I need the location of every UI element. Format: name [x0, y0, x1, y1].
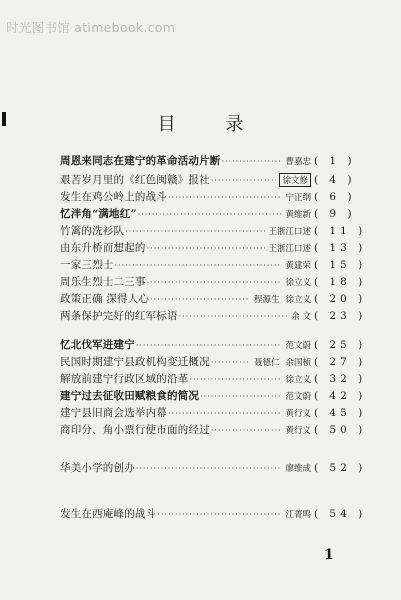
toc-entry — [60, 189, 360, 205]
toc-entry-title: 建宁县旧商会选举内幕 — [60, 407, 167, 419]
toc-entry — [60, 274, 367, 290]
leader-dots — [115, 261, 283, 270]
leader-dots — [168, 409, 282, 418]
toc-entry-author: 王浙江口述 — [268, 244, 311, 254]
toc-entry — [60, 223, 367, 239]
toc-entry-author: 曹嘉忠 — [285, 157, 311, 167]
toc-entry-page: ( 42 ) — [314, 390, 367, 402]
leader-dots — [222, 157, 283, 166]
toc-entry — [60, 172, 360, 188]
toc-entry-page: ( 23 ) — [314, 310, 367, 322]
toc-entry-title: 周乐生烈士二三事 — [60, 276, 146, 288]
toc-entry-title: 忆泮角“满地红” — [60, 208, 137, 220]
toc-entry — [60, 354, 367, 370]
toc-entry-coauthor: 程源生 — [253, 295, 280, 305]
toc-entry — [60, 405, 367, 421]
toc-entry-page: ( 52 ) — [314, 462, 367, 474]
leader-dots — [189, 375, 282, 384]
leader-dots — [168, 193, 282, 202]
leader-dots — [125, 227, 265, 236]
toc-entry-page: ( 9 ) — [314, 208, 356, 220]
toc-entry-page: ( 13 ) — [314, 242, 367, 254]
page-title: 目 录 — [157, 114, 266, 135]
toc-entry — [60, 371, 367, 387]
toc-entry-page: ( 50 ) — [314, 424, 367, 436]
toc-entry-author: 范文蔚 — [285, 392, 311, 402]
toc-entry-author: 徐文修 — [279, 173, 311, 187]
toc-entry-page: ( 25 ) — [314, 339, 367, 351]
toc-entry-author: 余 文 — [291, 312, 311, 322]
toc-entry-author: 江菁鸣 — [285, 510, 311, 520]
toc-entry-page: ( 45 ) — [314, 407, 367, 419]
leader-dots — [138, 210, 283, 219]
toc-entry — [60, 337, 367, 353]
toc-entry-coauthor: 聂德仁 — [253, 358, 280, 368]
toc-entry — [60, 240, 367, 256]
toc-entry-page: ( 18 ) — [314, 276, 367, 288]
toc-entry-title: 周恩来同志在建宁的革命活动片断 — [60, 155, 221, 167]
leader-dots — [211, 426, 283, 435]
toc-entry-title: 发生在鸡公岭上的战斗 — [60, 191, 167, 203]
leader-dots — [147, 278, 283, 287]
page-number: 1 — [324, 547, 334, 563]
toc-entry — [60, 506, 367, 522]
toc-entry-title: 商印分、角小票行使市面的经过 — [60, 424, 210, 436]
toc-entry-title: 解放前建宁行政区域的沿革 — [60, 373, 189, 385]
toc-entry — [60, 422, 367, 438]
toc-entry-title: 由东升桥而想起的 — [60, 242, 146, 254]
toc-entry-author: 王浙江口述 — [268, 227, 311, 237]
leader-dots — [211, 176, 277, 185]
toc-entry-author: 廖维成 — [285, 464, 311, 474]
toc-entry-page: ( 4 ) — [314, 174, 356, 186]
toc-entry-author: 黄建荣 — [285, 261, 311, 271]
leader-dots — [200, 392, 282, 401]
toc-entry-title: 民国时期建宁县政机构变迁概况 — [60, 356, 210, 368]
toc-entry-title: 竹篱的洗衫队 — [60, 225, 125, 237]
toc-entry-page: ( 1 ) — [314, 155, 356, 167]
toc-entry-author: 宁正纲 — [285, 193, 311, 203]
toc-entry-author: 徐立义 — [285, 295, 311, 305]
toc-entry-title: 两条保护完好的红军标语 — [60, 310, 178, 322]
toc-entry-page: ( 11 ) — [314, 225, 367, 237]
toc-entry-title: 建宁过去征收田赋粮食的简况 — [60, 390, 200, 402]
leader-dots — [147, 244, 266, 253]
toc-entry — [60, 291, 367, 307]
toc-entry-author: 徐立义 — [285, 278, 311, 288]
toc-entry-page: ( 27 ) — [314, 356, 367, 368]
toc-entry — [60, 153, 360, 169]
toc-entry-page: ( 54 ) — [314, 508, 367, 520]
leader-dots — [136, 341, 283, 350]
toc-entry-page: ( 20 ) — [314, 293, 367, 305]
toc-entry-author: 黄维新 — [285, 210, 311, 220]
toc-entry-title: 忆北伐军进建宁 — [60, 339, 135, 351]
toc-entry-page: ( 32 ) — [314, 373, 367, 385]
leader-dots — [157, 510, 282, 519]
leader-dots — [150, 295, 249, 304]
leader-dots — [179, 312, 289, 321]
toc-entry — [60, 206, 360, 222]
toc-entry — [60, 308, 367, 324]
toc-entry-title: 艰苦岁月里的《红色闽赣》报社 — [60, 174, 210, 186]
toc-entry-title: 一家三烈士 — [60, 259, 114, 271]
toc-entry — [60, 388, 367, 404]
toc-entry-author: 徐立义 — [285, 375, 311, 385]
toc-entry-title: 华美小学的创办 — [60, 462, 135, 474]
toc-entry-author: 余国桢 — [285, 358, 311, 368]
leader-dots — [211, 358, 249, 367]
toc-entry-page: ( 15 ) — [314, 259, 367, 271]
leader-dots — [136, 464, 283, 473]
toc-entry-page: ( 6 ) — [314, 191, 356, 203]
toc-entry-title: 发生在西庵峰的战斗 — [60, 508, 157, 520]
toc-entry-author: 范文蔚 — [285, 341, 311, 351]
toc-entry-author: 黄行义 — [285, 409, 311, 419]
toc-entry-author: 黄行义 — [285, 426, 311, 436]
toc-entry — [60, 257, 367, 273]
watermark: 时光图书馆 atimebook.com — [6, 20, 176, 35]
toc-entry-title: 政策正确 深得人心 — [60, 293, 150, 305]
toc-entry — [60, 460, 367, 476]
